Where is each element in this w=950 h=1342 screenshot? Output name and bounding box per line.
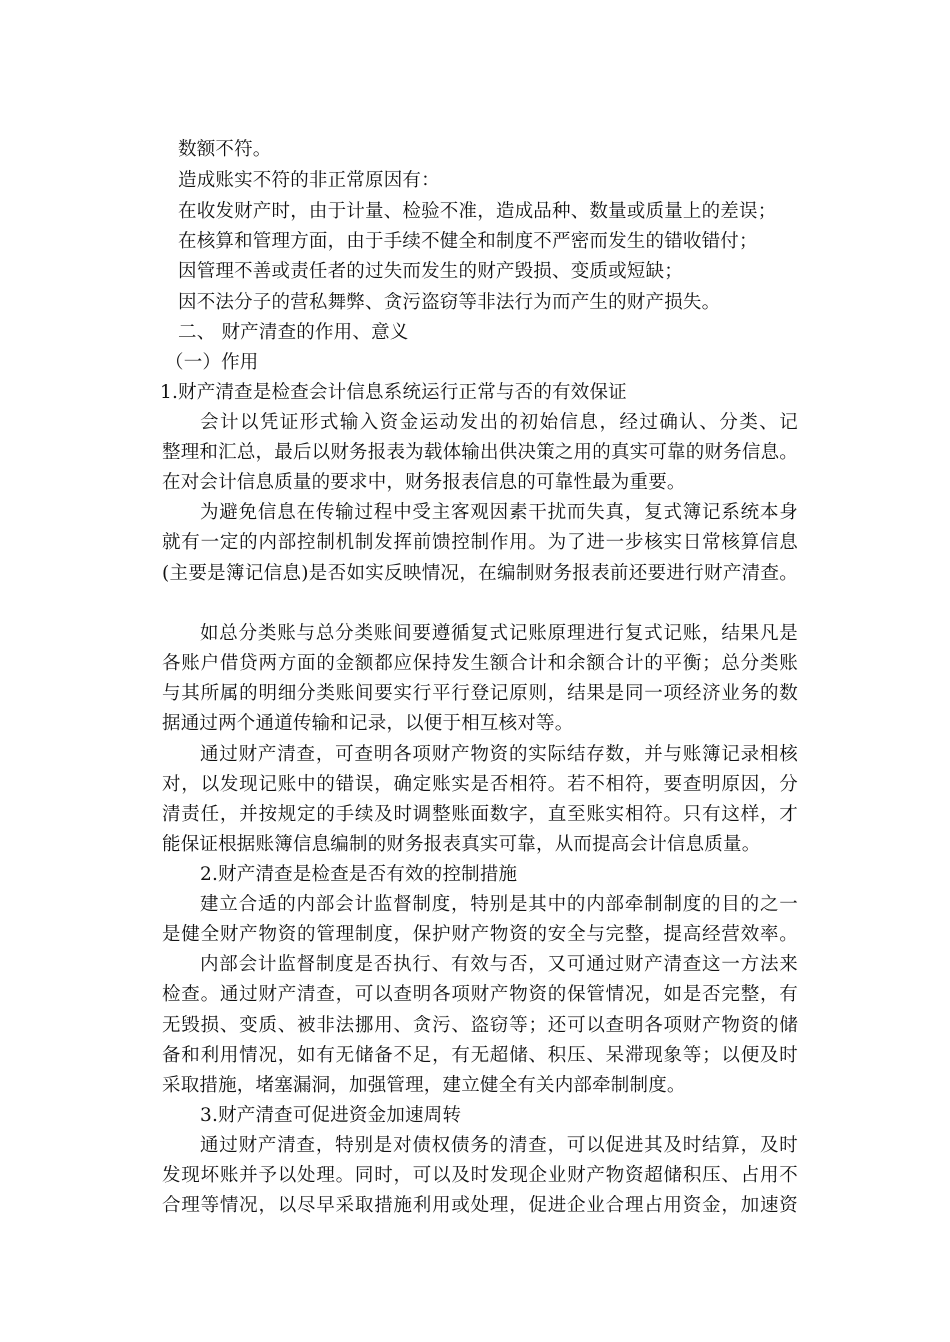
item-heading-2: 2.财产清查是检查是否有效的控制措施	[200, 864, 518, 885]
text-line-20: 通过财产清查，可查明各项财产物资的实际结存数，并与账簿记录相核	[200, 744, 798, 765]
text-line-19: 据通过两个通道传输和记录，以便于相互核对等。	[162, 713, 574, 734]
text-line-33: 通过财产清查，特别是对债权债务的清查，可以促进其及时结算，及时	[200, 1135, 798, 1156]
text-line-26: 是健全财产物资的管理制度，保护财产物资的安全与完整，提高经营效率。	[162, 924, 798, 945]
item-heading-1: 1.财产清查是检查会计信息系统运行正常与否的有效保证	[160, 382, 627, 403]
text-line-35: 合理等情况，以尽早采取措施利用或处理，促进企业合理占用资金，加速资	[162, 1195, 798, 1216]
text-line-10: 会计以凭证形式输入资金运动发出的初始信息，经过确认、分类、记	[200, 412, 798, 433]
text-line-23: 能保证根据账簿信息编制的财务报表真实可靠，从而提高会计信息质量。	[162, 834, 761, 855]
text-line-1: 数额不符。	[178, 139, 272, 160]
text-line-27: 内部会计监督制度是否执行、有效与否，又可通过财产清查这一方法来	[200, 954, 798, 975]
text-line-2: 造成账实不符的非正常原因有：	[178, 170, 440, 191]
text-line-34: 发现坏账并予以处理。同时，可以及时发现企业财产物资超储积压、占用不	[162, 1165, 798, 1186]
text-line-6: 因不法分子的营私舞弊、贪污盗窃等非法行为而产生的财产损失。	[178, 292, 721, 313]
section-heading: 二、 财产清查的作用、意义	[178, 322, 409, 343]
text-line-12: 在对会计信息质量的要求中，财务报表信息的可靠性最为重要。	[162, 472, 686, 493]
text-line-31: 采取措施，堵塞漏洞，加强管理，建立健全有关内部牵制制度。	[162, 1075, 686, 1096]
text-line-22: 清责任，并按规定的手续及时调整账面数字，直至账实相符。只有这样，才	[162, 804, 798, 825]
text-line-14: 就有一定的内部控制机制发挥前馈控制作用。为了进一步核实日常核算信息	[162, 532, 798, 553]
text-line-4: 在核算和管理方面，由于手续不健全和制度不严密而发生的错收错付；	[178, 231, 758, 252]
text-line-11: 整理和汇总，最后以财务报表为载体输出供决策之用的真实可靠的财务信息。	[162, 442, 798, 463]
text-line-16: 如总分类账与总分类账间要遵循复式记账原理进行复式记账，结果凡是	[200, 623, 798, 644]
text-line-17: 各账户借贷两方面的金额都应保持发生额合计和余额合计的平衡；总分类账	[162, 653, 798, 674]
text-line-3: 在收发财产时，由于计量、检验不准，造成品种、数量或质量上的差误；	[178, 201, 777, 222]
text-line-29: 无毁损、变质、被非法挪用、贪污、盗窃等；还可以查明各项财产物资的储	[162, 1015, 798, 1036]
text-line-18: 与其所属的明细分类账间要实行平行登记原则，结果是同一项经济业务的数	[162, 683, 798, 704]
text-line-25: 建立合适的内部会计监督制度，特别是其中的内部牵制制度的目的之一	[200, 894, 798, 915]
subsection-heading: （一）作用	[165, 352, 259, 373]
text-line-28: 检查。通过财产清查，可以查明各项财产物资的保管情况，如是否完整，有	[162, 984, 798, 1005]
item-heading-3: 3.财产清查可促进资金加速周转	[200, 1105, 462, 1126]
text-line-13: 为避免信息在传输过程中受主客观因素干扰而失真，复式簿记系统本身	[200, 502, 798, 523]
text-line-21: 对，以发现记账中的错误，确定账实是否相符。若不相符，要查明原因，分	[162, 774, 798, 795]
text-line-30: 备和利用情况，如有无储备不足，有无超储、积压、呆滞现象等；以便及时	[162, 1045, 798, 1066]
text-line-5: 因管理不善或责任者的过失而发生的财产毁损、变质或短缺；	[178, 261, 683, 282]
text-line-15: (主要是簿记信息)是否如实反映情况，在编制财务报表前还要进行财产清查。	[162, 563, 798, 584]
